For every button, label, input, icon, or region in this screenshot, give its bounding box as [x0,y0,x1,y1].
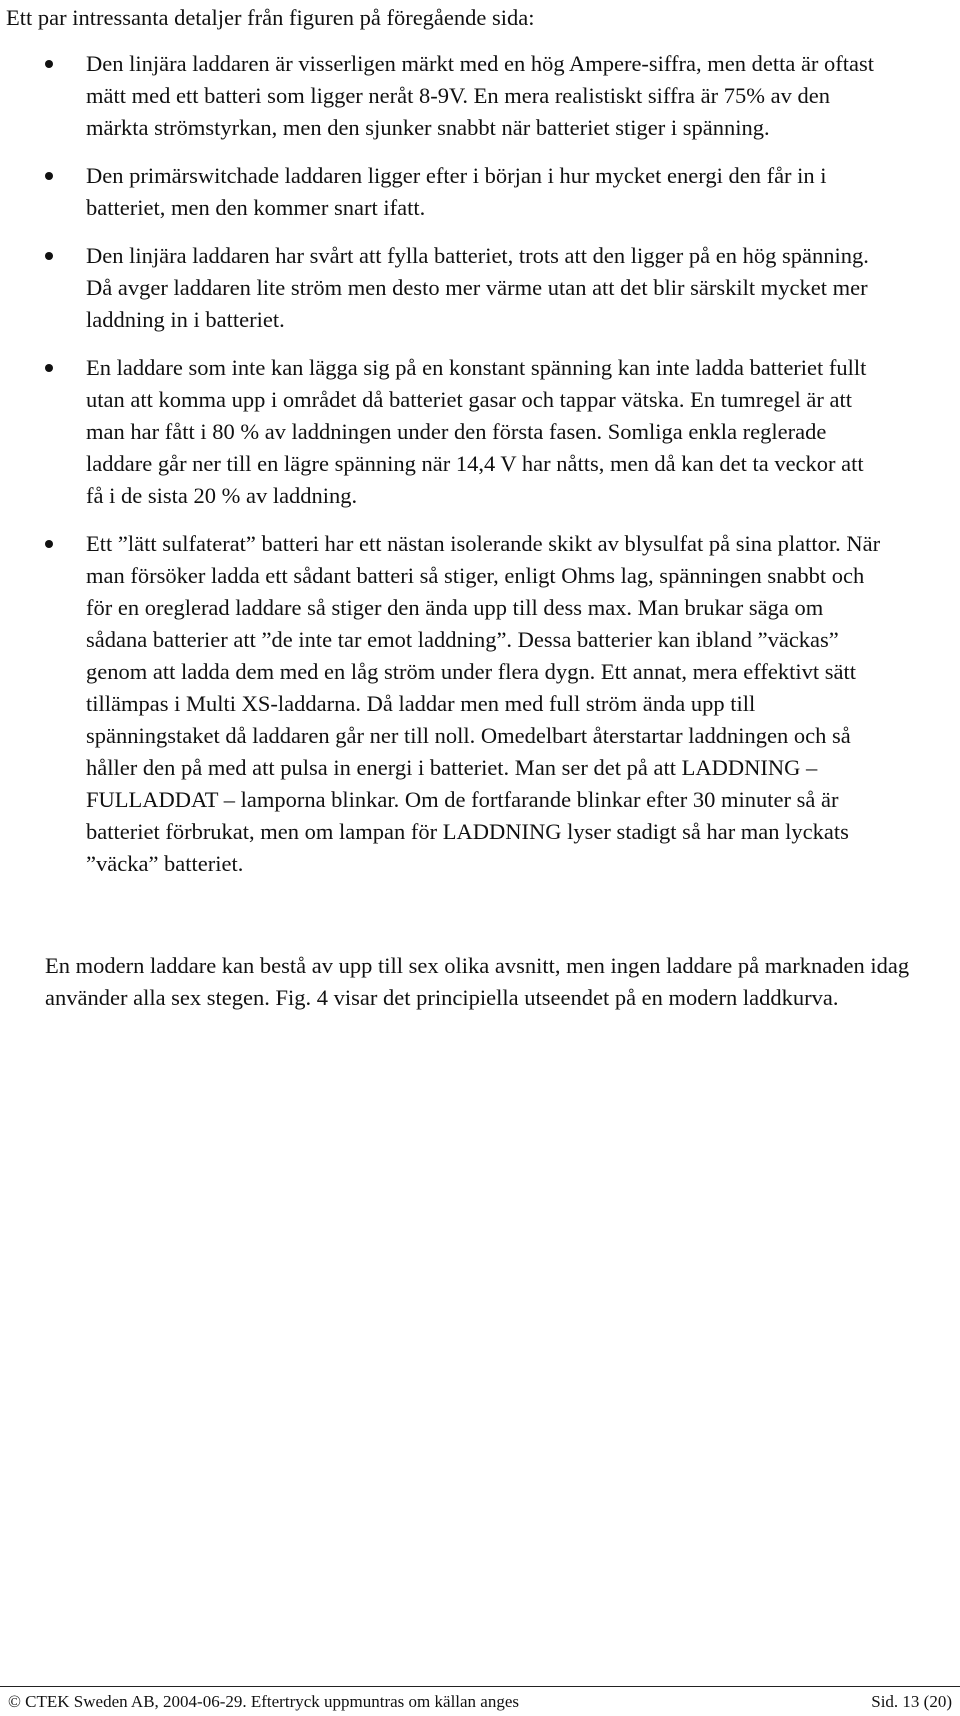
list-item [0,352,886,512]
bullet-icon [45,172,53,180]
bullet-icon [45,364,53,372]
closing-paragraph: En modern laddare kan bestå av upp till sex olika avsnitt, men ingen laddare på marknaden idag använder alla sex stegen. Fig. 4 visar det principiella utseendet på en modern laddkurva. [45,953,910,1010]
intro-paragraph: Ett par intressanta detaljer från figuren på föregående sida: [6,5,535,30]
list-item-text: Ett ”lätt sulfaterat” batteri har ett nästan isolerande skikt av blysulfat på sina plattor. När man försöker ladda ett sådant batteri så stiger, enligt Ohms lag, spänningen snabbt och för en oreglerad laddare så stiger den ända upp till dess max. Man brukar säga om sådana batterier att ”de inte tar emot laddning”. Dessa batterier kan ibland ”väckas” genom att ladda dem med en låg ström under flera dygn. Ett annat, mera effektivt sätt tillämpas i Multi XS-laddarna. Då laddar men med full ström ända upp till spänningstaket då laddaren går ner till noll. Omedelbart återstartar laddningen och så håller den på med att pulsa in energi i batteriet. Man ser det på att LADDNING –FULLADDAT – lamporna blinkar. Om de fortfarande blinkar efter 30 minuter så är batteriet förbrukat, men om lampan för LADDNING lyser stadigt så har man lyckats ”väcka” batteriet. [86,531,881,876]
bullet-list [0,48,960,896]
list-item [0,160,886,224]
bullet-icon [45,252,53,260]
list-item-text: Den linjära laddaren har svårt att fylla batteriet, trots att den ligger på en hög spänning. Då avger laddaren lite ström men desto mer värme utan att det blir särskilt mycket mer laddning in i batteriet. [86,243,869,332]
footer-divider [0,1686,960,1687]
list-item-text: Den linjära laddaren är visserligen märkt med en hög Ampere-siffra, men detta är oftast mätt med ett batteri som ligger neråt 8-9V. En mera realistiskt siffra är 75% av den märkta strömstyrkan, men den sjunker snabbt när batteriet stiger i spänning. [86,51,875,140]
bullet-icon [45,540,53,548]
list-item [0,528,886,880]
list-item [0,48,886,144]
list-item [0,240,886,336]
list-item-text: En laddare som inte kan lägga sig på en konstant spänning kan inte ladda batteriet fullt utan att komma upp i området då batteriet gasar och tappar vätska. En tumregel är att man har fått i 80 % av laddningen under den första fasen. Somliga enkla reglerade laddare går ner till en lägre spänning när 14,4 V har nåtts, men då kan det ta veckor att få i de sista 20 % av laddning. [86,355,867,508]
page-footer [8,1691,952,1713]
footer-copyright: © CTEK Sweden AB, 2004-06-29. Eftertryck uppmuntras om källan anges [8,1692,520,1711]
list-item-text: Den primärswitchade laddaren ligger efter i början i hur mycket energi den får in i batteriet, men den kommer snart ifatt. [86,163,827,220]
page-number: Sid. 13 (20) [871,1692,952,1711]
bullet-icon [45,60,53,68]
